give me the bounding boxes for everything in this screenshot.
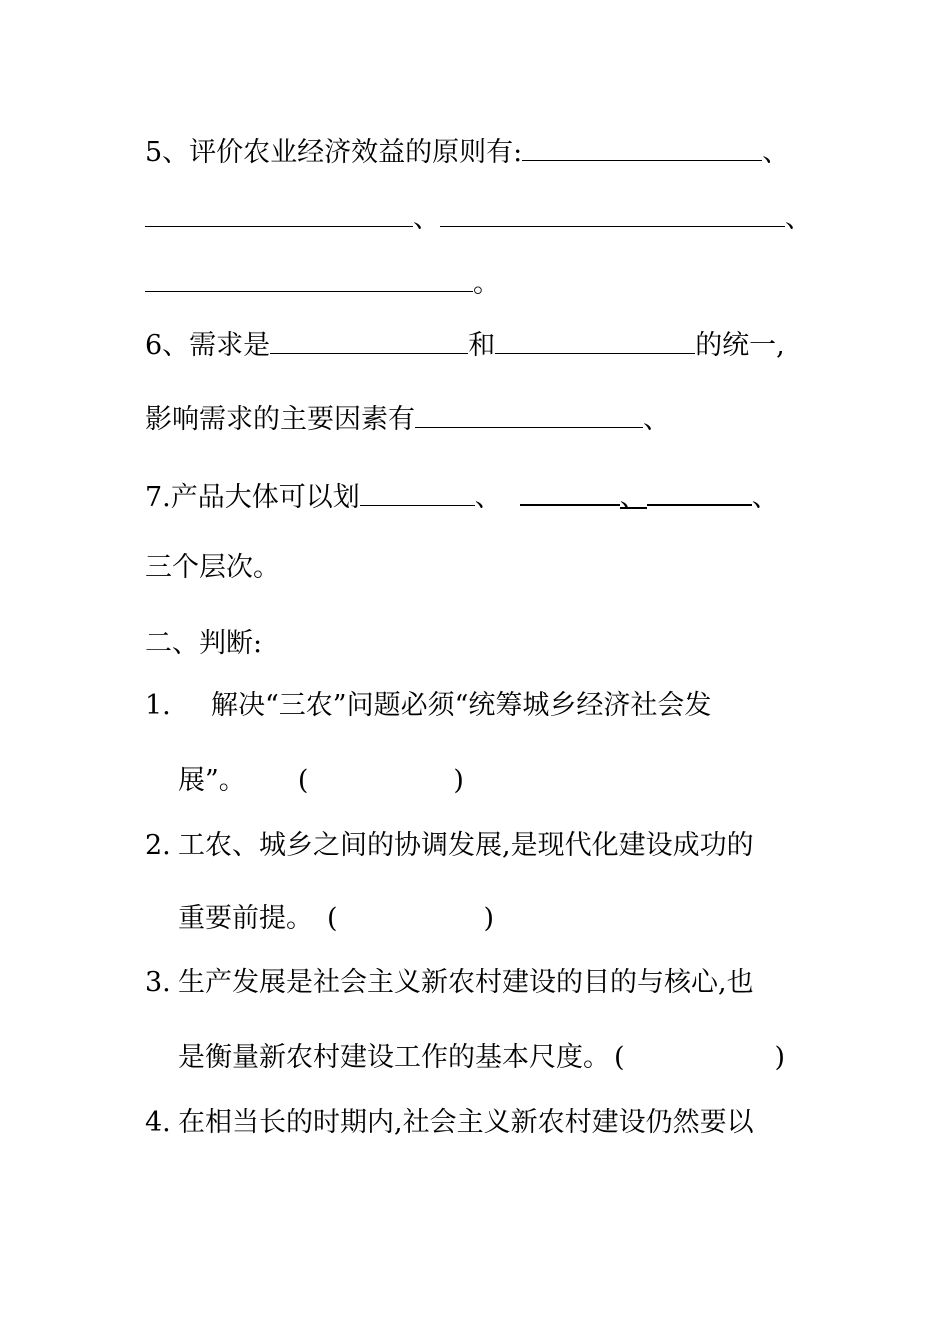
item-4-number: 4. <box>145 1107 171 1138</box>
judgment-item-1-line2 <box>178 764 464 798</box>
item-2-text-line2: 重要前提。 <box>178 903 313 934</box>
item-2-answer-paren-close[interactable]: ) <box>483 903 495 934</box>
item-1-text-line1: 解决“三农”问题必须“统筹城乡经济社会发 <box>211 690 712 721</box>
item-3-number: 3. <box>145 967 171 998</box>
q5-sep-1: 、 <box>762 137 790 168</box>
item-1-text-line2: 展”。 <box>178 765 246 796</box>
q6-mid: 和 <box>468 330 496 361</box>
q6-sep: 、 <box>643 404 670 435</box>
q5-blank-4[interactable] <box>145 265 473 292</box>
judgment-heading-text: 二、判断: <box>145 628 263 659</box>
q7-blank-2[interactable] <box>520 478 620 506</box>
q7-blank-3[interactable] <box>647 478 752 506</box>
q7-sep-3: 、 <box>751 482 779 513</box>
item-1-answer-paren-close[interactable]: ) <box>453 765 464 796</box>
q6-line2-text: 影响需求的主要因素有 <box>145 404 415 435</box>
item-3-answer-paren-open[interactable]: ( <box>614 1042 625 1073</box>
judgment-item-3-line1 <box>145 966 754 1000</box>
item-3-answer-paren-close[interactable]: ) <box>774 1042 786 1073</box>
item-1-answer-paren-open[interactable]: ( <box>297 765 309 796</box>
judgment-item-3-line2 <box>178 1041 785 1075</box>
item-1-number: 1. <box>145 690 171 721</box>
q5-blank-2[interactable] <box>145 200 413 227</box>
item-3-text-line1: 生产发展是社会主义新农村建设的目的与核心,也 <box>178 967 754 998</box>
judgment-item-4-line1 <box>145 1106 754 1140</box>
item-4-text-line1: 在相当长的时期内,社会主义新农村建设仍然要以 <box>178 1107 754 1138</box>
q7-blank-1[interactable] <box>360 479 475 506</box>
q7-line2-text: 三个层次。 <box>145 552 280 583</box>
q5-end: 。 <box>473 268 500 299</box>
q7-line2 <box>145 551 280 585</box>
q7-prefix: 7.产品大体可以划 <box>145 482 360 513</box>
q5-sep-2: 、 <box>413 203 440 234</box>
judgment-item-1-line1 <box>145 689 711 723</box>
judgment-item-2-line1 <box>145 829 754 863</box>
q7-line1 <box>145 478 779 515</box>
q5-blank-1[interactable] <box>522 134 762 161</box>
q6-blank-3[interactable] <box>415 401 643 428</box>
q6-blank-2[interactable] <box>495 327 695 354</box>
item-2-number: 2. <box>145 830 171 861</box>
item-2-answer-paren-open[interactable]: ( <box>327 903 338 934</box>
q6-prefix: 6、需求是 <box>145 330 271 361</box>
item-3-text-line2: 是衡量新农村建设工作的基本尺度。 <box>178 1042 610 1073</box>
q5-line1 <box>145 134 789 170</box>
q5-sep-3: 、 <box>785 203 812 234</box>
q5-line3 <box>145 265 500 301</box>
q6-blank-1[interactable] <box>270 327 468 354</box>
q5-line2 <box>145 200 812 236</box>
item-2-text-line1: 工农、城乡之间的协调发展,是现代化建设成功的 <box>178 830 754 861</box>
judgment-item-2-line2 <box>178 902 494 936</box>
q7-sep-1: 、 <box>474 482 502 513</box>
q7-sep-2: 、 <box>619 482 647 513</box>
q6-line1 <box>145 327 785 363</box>
judgment-heading <box>145 627 262 661</box>
q6-suffix: 的统一, <box>695 330 785 361</box>
q5-prefix: 5、评价农业经济效益的原则有: <box>145 137 523 168</box>
q5-blank-3[interactable] <box>440 200 785 227</box>
q6-line2 <box>145 401 670 437</box>
